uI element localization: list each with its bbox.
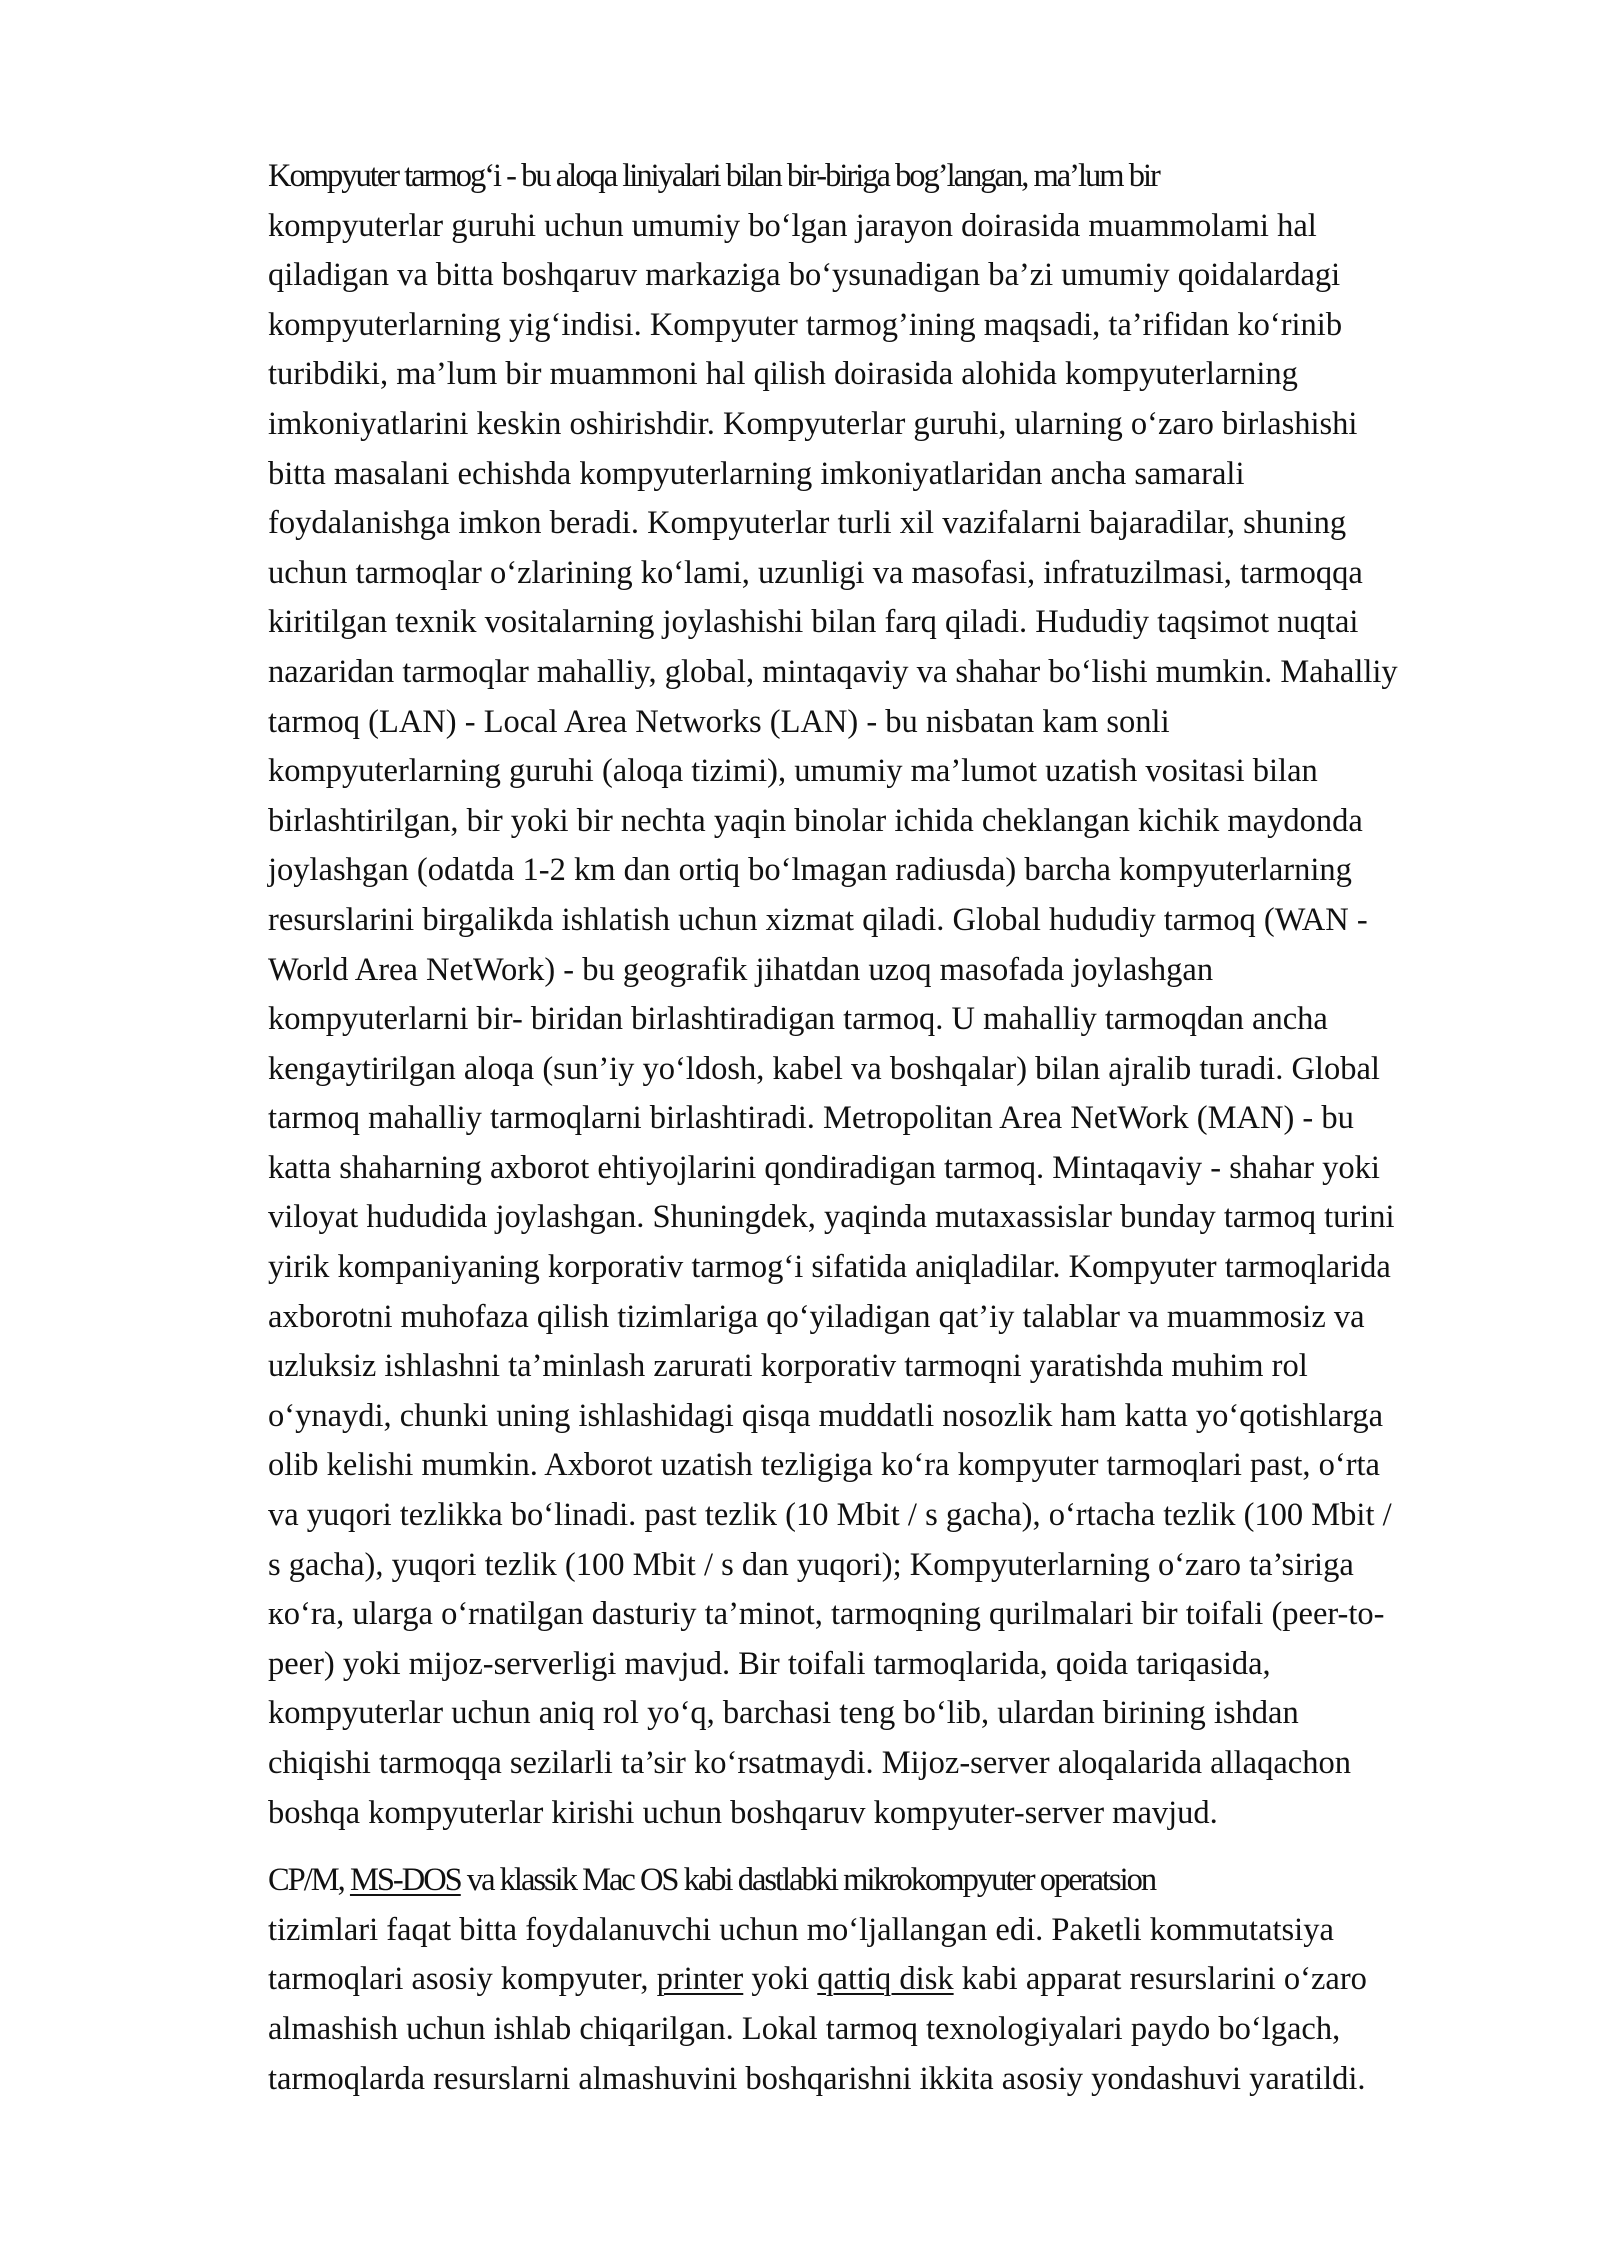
text-run: kompyuterlarning guruhi (aloqa tizimi), umumiy ma’lumot uzatish vositasi bilan [268,753,1318,790]
text-run: chiqishi tarmoqqa sezilarli ta’sir ko‘rsatmaydi. Mijoz-server aloqalarida allaqachon [268,1745,1351,1781]
text-run: va yuqori tezlikka bo‘linadi. past tezlik (10 Mbit / s gacha), o‘rtacha tezlik (100 Mbit / [268,1497,1392,1534]
text-run: tarmoqlarda resurslarni almashuvini boshqarishni ikkita asosiy yondashuvi yaratildi. [268,2060,1366,2097]
text-line [174,549,1494,599]
text-line [174,450,1494,500]
text-run: turibdiki, ma’lum bir muammoni hal qilish doirasida alohida kompyuterlarning [268,356,1298,393]
text-line [174,896,1494,946]
text-line [174,698,1494,748]
text-line [174,400,1494,450]
text-line [174,499,1494,549]
text-line [174,301,1494,351]
text-run: o‘ynaydi, chunki uning ishlashidagi qisqa muddatli nosozlik ham katta yo‘qotishlarga [268,1397,1384,1434]
text-line [174,846,1494,896]
text-run: joylashgan (odatda 1-2 km dan ortiq bo‘lmagan radiusda) barcha kompyuterlarning [268,852,1352,889]
text-run: kompyuterlar guruhi uchun umumiy bo‘lgan jarayon doirasida muammolami hal [268,207,1317,244]
text-run: qiladigan va bitta boshqaruv markaziga bo‘ysunadigan ba’zi umumiy qoidalardagi [268,257,1341,294]
text-line [174,648,1494,698]
text-line [174,251,1494,301]
text-run: peer) yoki mijoz-serverligi mavjud. Bir toifali tarmoqlarida, qoida tariqasida, [268,1645,1271,1682]
text-line [174,1789,1494,1839]
text-line [174,1640,1494,1690]
text-run: s gacha), yuqori tezlik (100 Mbit / s dan yuqori); Kompyuterlarning o‘zaro ta’siriga [268,1546,1354,1583]
text-run: axborotni muhofaza qilish tizimlariga qo‘yiladigan qat’iy talablar va muammosiz va [268,1298,1365,1335]
document-body [174,152,1494,2104]
text-line [174,1491,1494,1541]
paragraph [174,152,1494,1838]
text-run: foydalanishga imkon beradi. Kompyuterlar turli xil vazifalarni bajaradilar, shuning [268,505,1347,542]
text-line [174,946,1494,996]
text-run: uzluksiz ishlashni ta’minlash zarurati korporativ tarmoqni yaratishda muhim rol [268,1348,1308,1385]
text-line [174,1906,1494,1956]
text-run: kengaytirilgan aloqa (sun’iy yo‘ldosh, kabel va boshqalar) bilan ajralib turadi. Global [268,1050,1380,1087]
text-line [174,2005,1494,2055]
text-run: tarmoq mahalliy tarmoqlarni birlashtiradi. Metropolitan Area NetWork (MAN) - bu [268,1100,1354,1137]
paragraph [174,1856,1494,2104]
text-run: va klassik Mac OS kabi dastlabki mikrokompyuter operatsion [460,1862,1156,1899]
text-run: bitta masalani echishda kompyuterlarning imkoniyatlaridan ancha samarali [268,455,1245,492]
text-run: resurslarini birgalikda ishlatish uchun xizmat qiladi. Global hududiy tarmoq (WAN - [268,901,1368,938]
text-run: yirik kompaniyaning korporativ tarmog‘i sifatida aniqladilar. Kompyuter tarmoqlarida [268,1249,1391,1286]
text-line [174,152,1494,202]
text-run: olib kelishi mumkin. Axborot uzatish tezligiga ko‘ra kompyuter tarmoqlari past, o‘rta [268,1447,1380,1484]
text-line [174,747,1494,797]
text-line [174,598,1494,648]
text-run: almashish uchun ishlab chiqarilgan. Lokal tarmoq texnologiyalari paydo bo‘lgach, [268,2010,1341,2047]
text-line [174,1045,1494,1095]
text-run: katta shaharning axborot ehtiyojlarini qondiradigan tarmoq. Mintaqaviy - shahar yoki [268,1149,1380,1186]
hyperlink[interactable]: qattiq disk [817,1961,954,1998]
text-run: imkoniyatlarini keskin oshirishdir. Kompyuterlar guruhi, ularning o‘zaro birlashishi [268,405,1358,442]
text-line [174,1293,1494,1343]
text-line [174,1392,1494,1442]
text-run: tarmoq (LAN) - Local Area Networks (LAN) - bu nisbatan kam sonli [268,703,1170,740]
text-run: birlashtirilgan, bir yoki bir nechta yaqin binolar ichida cheklangan kichik maydonda [268,802,1363,839]
hyperlink[interactable]: MS-DOS [349,1862,461,1899]
text-run: viloyat hududida joylashgan. Shuningdek, yaqinda mutaxassislar bunday tarmoq turini [268,1199,1395,1236]
text-line [174,1094,1494,1144]
text-run: nazaridan tarmoqlar mahalliy, global, mintaqaviy va shahar bo‘lishi mumkin. Mahalliy [268,653,1398,690]
text-line [174,1441,1494,1491]
text-line [174,2055,1494,2105]
text-line [174,202,1494,252]
text-run: кo‘ra, ularga o‘rnatilgan dasturiy ta’minot, tarmoqning qurilmalari bir toifali (peer-to- [268,1596,1385,1633]
text-line [174,350,1494,400]
text-line [174,1955,1494,2005]
text-run: kompyuterlarning yig‘indisi. Kompyuter tarmog’ining maqsadi, ta’rifidan ko‘rinib [268,306,1343,343]
text-run: kabi apparat resurslarini o‘zaro [953,1961,1367,1998]
text-line [174,1590,1494,1640]
text-line [174,1243,1494,1293]
text-line [174,797,1494,847]
text-run: kompyuterlarni bir- biridan birlashtiradigan tarmoq. U mahalliy tarmoqdan ancha [268,1001,1328,1038]
text-line [174,1342,1494,1392]
text-run: CP/M, [268,1862,350,1899]
text-run: tarmoqlari asosiy kompyuter, [268,1961,657,1998]
text-run: Kompyuter tarmog‘i - bu aloqa liniyalari bilan bir-biriga bog’langan, ma’lum bir [268,158,1159,194]
hyperlink[interactable]: printer [656,1961,744,1998]
text-line [174,1856,1494,1906]
text-line [174,1739,1494,1789]
text-run: yoki [743,1961,818,1998]
text-line [174,1689,1494,1739]
text-run: uchun tarmoqlar o‘zlarining ko‘lami, uzunligi va masofasi, infratuzilmasi, tarmoqqa [268,554,1363,591]
text-run: kiritilgan texnik vositalarning joylashishi bilan farq qiladi. Hududiy taqsimot nuqtai [268,604,1359,641]
text-run: kompyuterlar uchun aniq rol yo‘q, barchasi teng bo‘lib, ulardan birining ishdan [268,1695,1299,1732]
text-line [174,995,1494,1045]
text-run: tizimlari faqat bitta foydalanuvchi uchun mo‘ljallangan edi. Paketli kommutatsiya [268,1911,1334,1948]
text-run: World Area NetWork) - bu geografik jihatdan uzoq masofada joylashgan [268,951,1214,988]
text-line [174,1541,1494,1591]
text-line [174,1144,1494,1194]
text-line [174,1193,1494,1243]
text-run: boshqa kompyuterlar kirishi uchun boshqaruv kompyuter-server mavjud. [268,1794,1218,1831]
